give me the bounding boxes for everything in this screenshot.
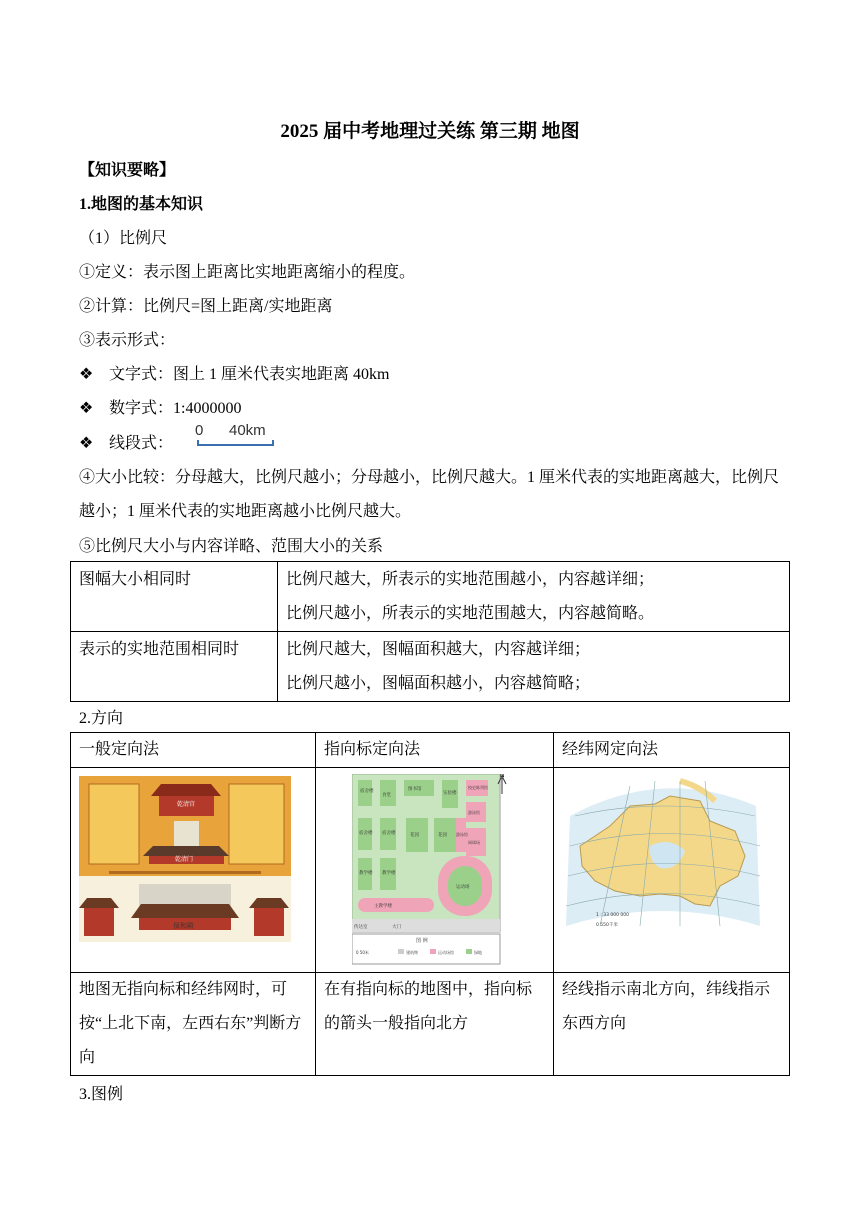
scale-calculation: ②计算：比例尺=图上距离/实地距离 xyxy=(79,298,333,315)
palace-map-cell xyxy=(71,768,316,973)
campus-label: 实验楼 xyxy=(443,791,457,796)
canada-map-image xyxy=(560,776,766,942)
form-number-label: 数字式：1:4000000 xyxy=(109,400,242,417)
campus-label: 食堂 xyxy=(382,793,391,798)
form-number-item xyxy=(79,395,241,418)
table-header-row xyxy=(71,733,790,768)
campus-scale: 0 50米 xyxy=(356,950,369,955)
table-line: 比例尺越大，图幅面积越大，内容越详细； xyxy=(286,641,591,658)
scale-bar-zero: 0 xyxy=(195,422,204,439)
bullet-icon: ❖ xyxy=(79,435,94,452)
campus-label: 宿舍楼 xyxy=(359,831,373,836)
section-header: 【知识要略】 xyxy=(79,162,176,179)
table-line: 比例尺越小，所表示的实地范围越大，内容越简略。 xyxy=(286,605,655,622)
scale-definition: ①定义：表示图上距离比实地距离缩小的程度。 xyxy=(79,264,416,281)
table-row xyxy=(71,632,790,702)
campus-label: 主教学楼 xyxy=(374,904,392,909)
form-line-label: 线段式： xyxy=(109,435,174,452)
campus-label: 宿舍楼 xyxy=(382,831,396,836)
heading-map-basics: 1.地图的基本知识 xyxy=(79,196,204,213)
scale-comparison: ④大小比较：分母越大，比例尺越小；分母越小，比例尺越大。1 厘米代表的实地距离越大，比例尺越小；1 厘米代表的实地距离越小比例尺越大。 xyxy=(79,469,780,520)
canada-scale-bar: 0 550千米 xyxy=(596,923,618,928)
canada-map-cell xyxy=(554,768,790,973)
scale-forms-heading: ③表示形式： xyxy=(79,332,176,349)
campus-label: 传达室 xyxy=(354,925,368,930)
scale-relation-heading: ⑤比例尺大小与内容详略、范围大小的关系 xyxy=(79,538,384,555)
campus-label: 游泳馆 xyxy=(456,832,468,837)
campus-label: 运动场 xyxy=(456,885,470,890)
heading-direction: 2.方向 xyxy=(79,710,124,727)
campus-label: 网球场 xyxy=(468,840,480,845)
legend-title: 图 例 xyxy=(416,938,428,944)
campus-label: 花园 xyxy=(438,833,447,838)
legend-item: 绿地 xyxy=(474,950,482,955)
campus-label: 花园 xyxy=(410,833,419,838)
canada-scale: 1 : 33 000 000 xyxy=(596,913,630,918)
palace-label: 保和殿 xyxy=(173,922,194,930)
table-line: 比例尺越小，图幅面积越小，内容越简略； xyxy=(286,675,591,692)
legend-item: 运动场馆 xyxy=(438,950,454,955)
campus-label: 图书馆 xyxy=(408,787,422,792)
scale-bar-km: 40km xyxy=(229,422,266,439)
campus-map-image xyxy=(352,774,512,966)
campus-label: 教学楼 xyxy=(382,871,396,876)
campus-label: 教学楼 xyxy=(359,871,373,876)
table-description-row xyxy=(71,973,790,1076)
direction-table xyxy=(70,732,790,1076)
palace-map-image xyxy=(79,776,291,942)
heading-legend: 3.图例 xyxy=(79,1086,124,1103)
heading-scale: （1）比例尺 xyxy=(79,230,168,247)
document-title: 2025 届中考地理过关练 第三期 地图 xyxy=(280,121,580,142)
form-line-item xyxy=(79,422,266,453)
form-text-label: 文字式：图上 1 厘米代表实地距离 40km xyxy=(109,366,390,383)
legend-item: 建筑物 xyxy=(406,950,418,955)
palace-label: 乾清宫 xyxy=(177,801,196,808)
campus-map-cell xyxy=(316,768,554,973)
table-cell-content xyxy=(278,632,790,702)
campus-label: 宿舍楼 xyxy=(360,789,374,794)
table-header-grid: 经纬网定向法 xyxy=(554,733,790,768)
palace-label: 乾清门 xyxy=(175,856,194,863)
campus-label: 游泳馆 xyxy=(468,810,480,815)
bullet-icon: ❖ xyxy=(79,400,94,417)
line-scale-bar xyxy=(191,420,281,450)
table-cell-label: 图幅大小相同时 xyxy=(71,562,278,632)
table-image-row xyxy=(71,768,790,973)
bullet-icon: ❖ xyxy=(79,366,94,383)
table-cell-content xyxy=(278,562,790,632)
desc-grid: 经线指示南北方向，纬线指示东西方向 xyxy=(554,973,790,1076)
table-header-general: 一般定向法 xyxy=(71,733,316,768)
campus-label: 校史陈列馆 xyxy=(468,785,488,790)
north-label: N xyxy=(500,774,505,779)
table-cell-label: 表示的实地范围相同时 xyxy=(71,632,278,702)
desc-general: 地图无指向标和经纬网时，可按“上北下南，左西右东”判断方向 xyxy=(71,973,316,1076)
scale-relation-table xyxy=(70,561,790,702)
campus-label: 大门 xyxy=(392,925,401,930)
desc-compass: 在有指向标的地图中，指向标的箭头一般指向北方 xyxy=(316,973,554,1076)
form-text-item xyxy=(79,361,389,384)
table-header-compass: 指向标定向法 xyxy=(316,733,554,768)
table-line: 比例尺越大，所表示的实地范围越小，内容越详细； xyxy=(286,571,655,588)
table-row xyxy=(71,562,790,632)
